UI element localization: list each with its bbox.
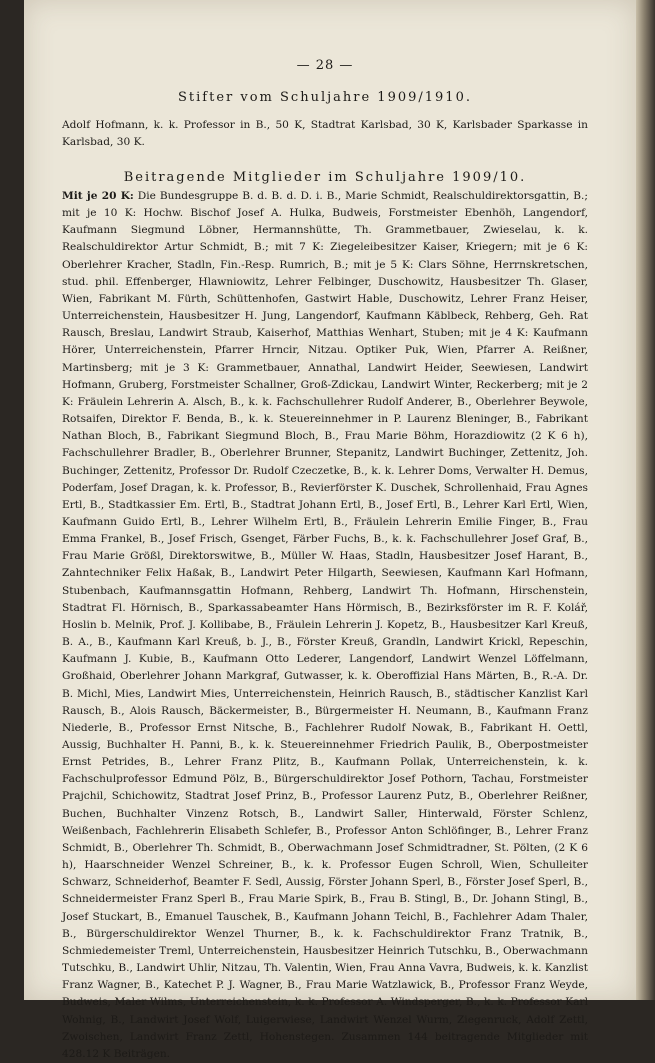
beitragende-paragraph <box>62 188 588 1063</box>
beitragende-lead: Mit je 20 K: <box>62 190 134 202</box>
beitragende-heading: Beitragende Mitglieder im Schuljahre 1909/10. <box>123 170 527 185</box>
page-number: — 28 — <box>296 58 354 73</box>
stifter-paragraph: Adolf Hofmann, k. k. Professor in B., 50 K, Stadtrat Karlsbad, 30 K, Karlsbader Sparkasse in Karlsbad, 30 K. <box>62 119 588 149</box>
beitragende-list: Die Bundesgruppe B. d. B. d. D. i. B., Marie Schmidt, Realschuldirektorsgattin, B.; mit je 10 K: Hochw. Bischof Josef A. Hulka, Budweis, Forstmeister Ebenhöh, Langendorf, Kaufmann Siegmund Löbner, Hermannshütte, Th. Grammetbauer, Zwieselau, k. k. Realschuldirektor Artur Schmidt, B.; mit 7 K: Ziegeleibesitzer Kaiser, Kriegern; mit je 6 K: Oberlehrer Kracher, Stadln, Fin.-Resp. Rumrich, B.; mit je 5 K: Clars Söhne, Herrnskretschen, stud. phil. Effenberger, Hlawniowitz, Lehrer Felbinger, Duschowitz, Hausbesitzer Th. Glaser, Wien, Fabrikant M. Fürth, Schüttenhofen, Gastwirt Hable, Duschowitz, Lehrer Franz Heiser, Unterreichenstein, Hausbesitzer H. Jung, Langendorf, Kaufmann Käblbeck, Rehberg, Geh. Rat Rausch, Breslau, Landwirt Straub, Kaiserhof, Matthias Wenhart, Stuben; mit je 4 K: Kaufmann Hörer, Unterreichenstein, Pfarrer Hrncir, Nitzau. Optiker Puk, Wien, Pfarrer A. Reißner, Martinsberg; mit je 3 K: Grammetbauer, Annathal, Landwirt Heider, Seewiesen, Landwirt Hofmann, Gruberg, Forstmeister Schallner, Groß-Zdickau, Landwirt Winter, Reckerberg; mit je 2 K: Fräulein Lehrerin A. Alsch, B., k. k. Fachschullehrer Rudolf Anderer, B., Oberlehrer Beywole, Rotsaifen, Direktor F. Benda, B., k. k. Steuereinnehmer in P. Laurenz Bleninger, B., Fabrikant Nathan Bloch, B., Fabrikant Siegmund Bloch, B., Frau Marie Böhm, Horazdiowitz (2 K 6 h), Fachschullehrer Bradler, B., Oberlehrer Brunner, Stepanitz, Landwirt Buchinger, Zettenitz, Joh. Buchinger, Zettenitz, Professor Dr. Rudolf Czeczetke, B., k. k. Lehrer Doms, Verwalter H. Demus, Poderfam, Josef Dragan, k. k. Professor, B., Revierförster K. Duschek, Schrollenhaid, Frau Agnes Ertl, B., Stadtkassier Em. Ertl, B., Stadtrat Johann Ertl, B., Josef Ertl, B., Lehrer Karl Ertl, Wien, Kaufmann Guido Ertl, B., Lehrer Wilhelm Ertl, B., Fräulein Lehrerin Emilie Finger, B., Frau Emma Frankel, B., Josef Frisch, Gsenget, Färber Fuchs, B., k. k. Fachschullehrer Josef Graf, B., Frau Marie Größl, Direktorswitwe, B., Müller W. Haas, Stadln, Hausbesitzer Josef Harant, B., Zahntechniker Felix Haßak, B., Landwirt Peter Hilgarth, Seewiesen, Kaufmann Karl Hofmann, Stubenbach, Kaufmannsgattin Hofmann, Rehberg, Landwirt Th. Hofmann, Hirschenstein, Stadtrat Fl. Hörnisch, B., Sparkassabeamter Hans Hörmisch, B., Bezirksförster im R. F. Kolář, Hoslin b. Melnik, Prof. J. Kollibabe, B., Fräulein Lehrerin J. Kopetz, B., Hausbesitzer Karl Kreuß, B. A., B., Kaufmann Karl Kreuß, b. J., B., Förster Kreuß, Grandln, Landwirt Krickl, Repeschin, Kaufmann J. Kubie, B., Kaufmann Otto Lederer, Langendorf, Landwirt Wenzel Löffelmann, Großhaid, Oberlehrer Johann Markgraf, Gutwasser, k. k. Oberoffizial Hans Märten, B., R.-A. Dr. B. Michl, Mies, Landwirt Mies, Unterreichenstein, Heinrich Rausch, B., städtischer Kanzlist Karl Rausch, B., Alois Rausch, Bäckermeister, B., Bürgermeister H. Neumann, B., Kaufmann Franz Niederle, B., Professor Ernst Nitsche, B., Fachlehrer Rudolf Nowak, B., Fabrikant H. Oettl, Aussig, Buchhalter H. Panni, B., k. k. Steuereinnehmer Friedrich Paulik, B., Oberpostmeister Ernst Petrides, B., Lehrer Franz Plitz, B., Kaufmann Pollak, Unterreichenstein, k. k. Fachschulprofessor Edmund Pölz, B., Bürgerschuldirektor Josef Pothorn, Tachau, Forstmeister Prajchil, Schichowitz, Stadtrat Josef Prinz, B., Professor Laurenz Putz, B., Oberlehrer Reißner, Buchen, Buchhalter Vinzenz Rotsch, B., Landwirt Saller, Hinterwald, Förster Schlenz, Weißenbach, Fachlehrerin Elisabeth Schlefer, B., Professor Anton Schlöfinger, B., Lehrer Franz Schmidt, B., Oberlehrer Th. Schmidt, B., Oberwachmann Josef Schmidtradner, St. Pölten, (2 K 6 h), Haarschneider Wenzel Schreiner, B., k. k. Professor Eugen Schroll, Wien, Schulleiter Schwarz, Schneiderhof, Beamter F. Sedl, Aussig, Förster Johann Sperl, B., Förster Josef Sperl, B., Schneidermeister Franz Sperl B., Frau Marie Spirk, B., Frau B. Stingl, B., Dr. Johann Stingl, B., Josef Stuckart, B., Emanuel Tauschek, B., Kaufmann Johann Teichl, B., Fachlehrer Adam Thaler, B., Bürgerschuldirektor Wenzel Thurner, B., k. k. Fachschuldirektor Franz Tratnik, B., Schmiedemeister Treml, Unterreichenstein, Hausbesitzer Heinrich Tutschku, B., Oberwachmann Tutschku, B., Landwirt Uhlir, Nitzau, Th. Valentin, Wien, Frau Anna Vavra, Budweis, k. k. Kanzlist Franz Wagner, B., Katechet P. J. Wagner, B., Frau Marie Watzlawick, B., Professor Franz Weyde, Budweis, Maler Wilms, Unterreichenstein, k. k. Professor A. Windsperger, B., k. k. Professor Karl Wohnig, B., Landwirt Josef Wolf, Luigerwiese, Landwirt Wenzel Wurm, Ziegenruck, Adolf Zettl, Zwoischen, Landwirt Franz Zettl, Hohenstegen. Zusammen 144 beitragende Mitglieder mit 428.12 K Beiträgen. <box>62 190 588 1060</box>
stifter-heading: Stifter vom Schuljahre 1909/1910. <box>178 90 472 105</box>
page-edge <box>636 0 655 1000</box>
